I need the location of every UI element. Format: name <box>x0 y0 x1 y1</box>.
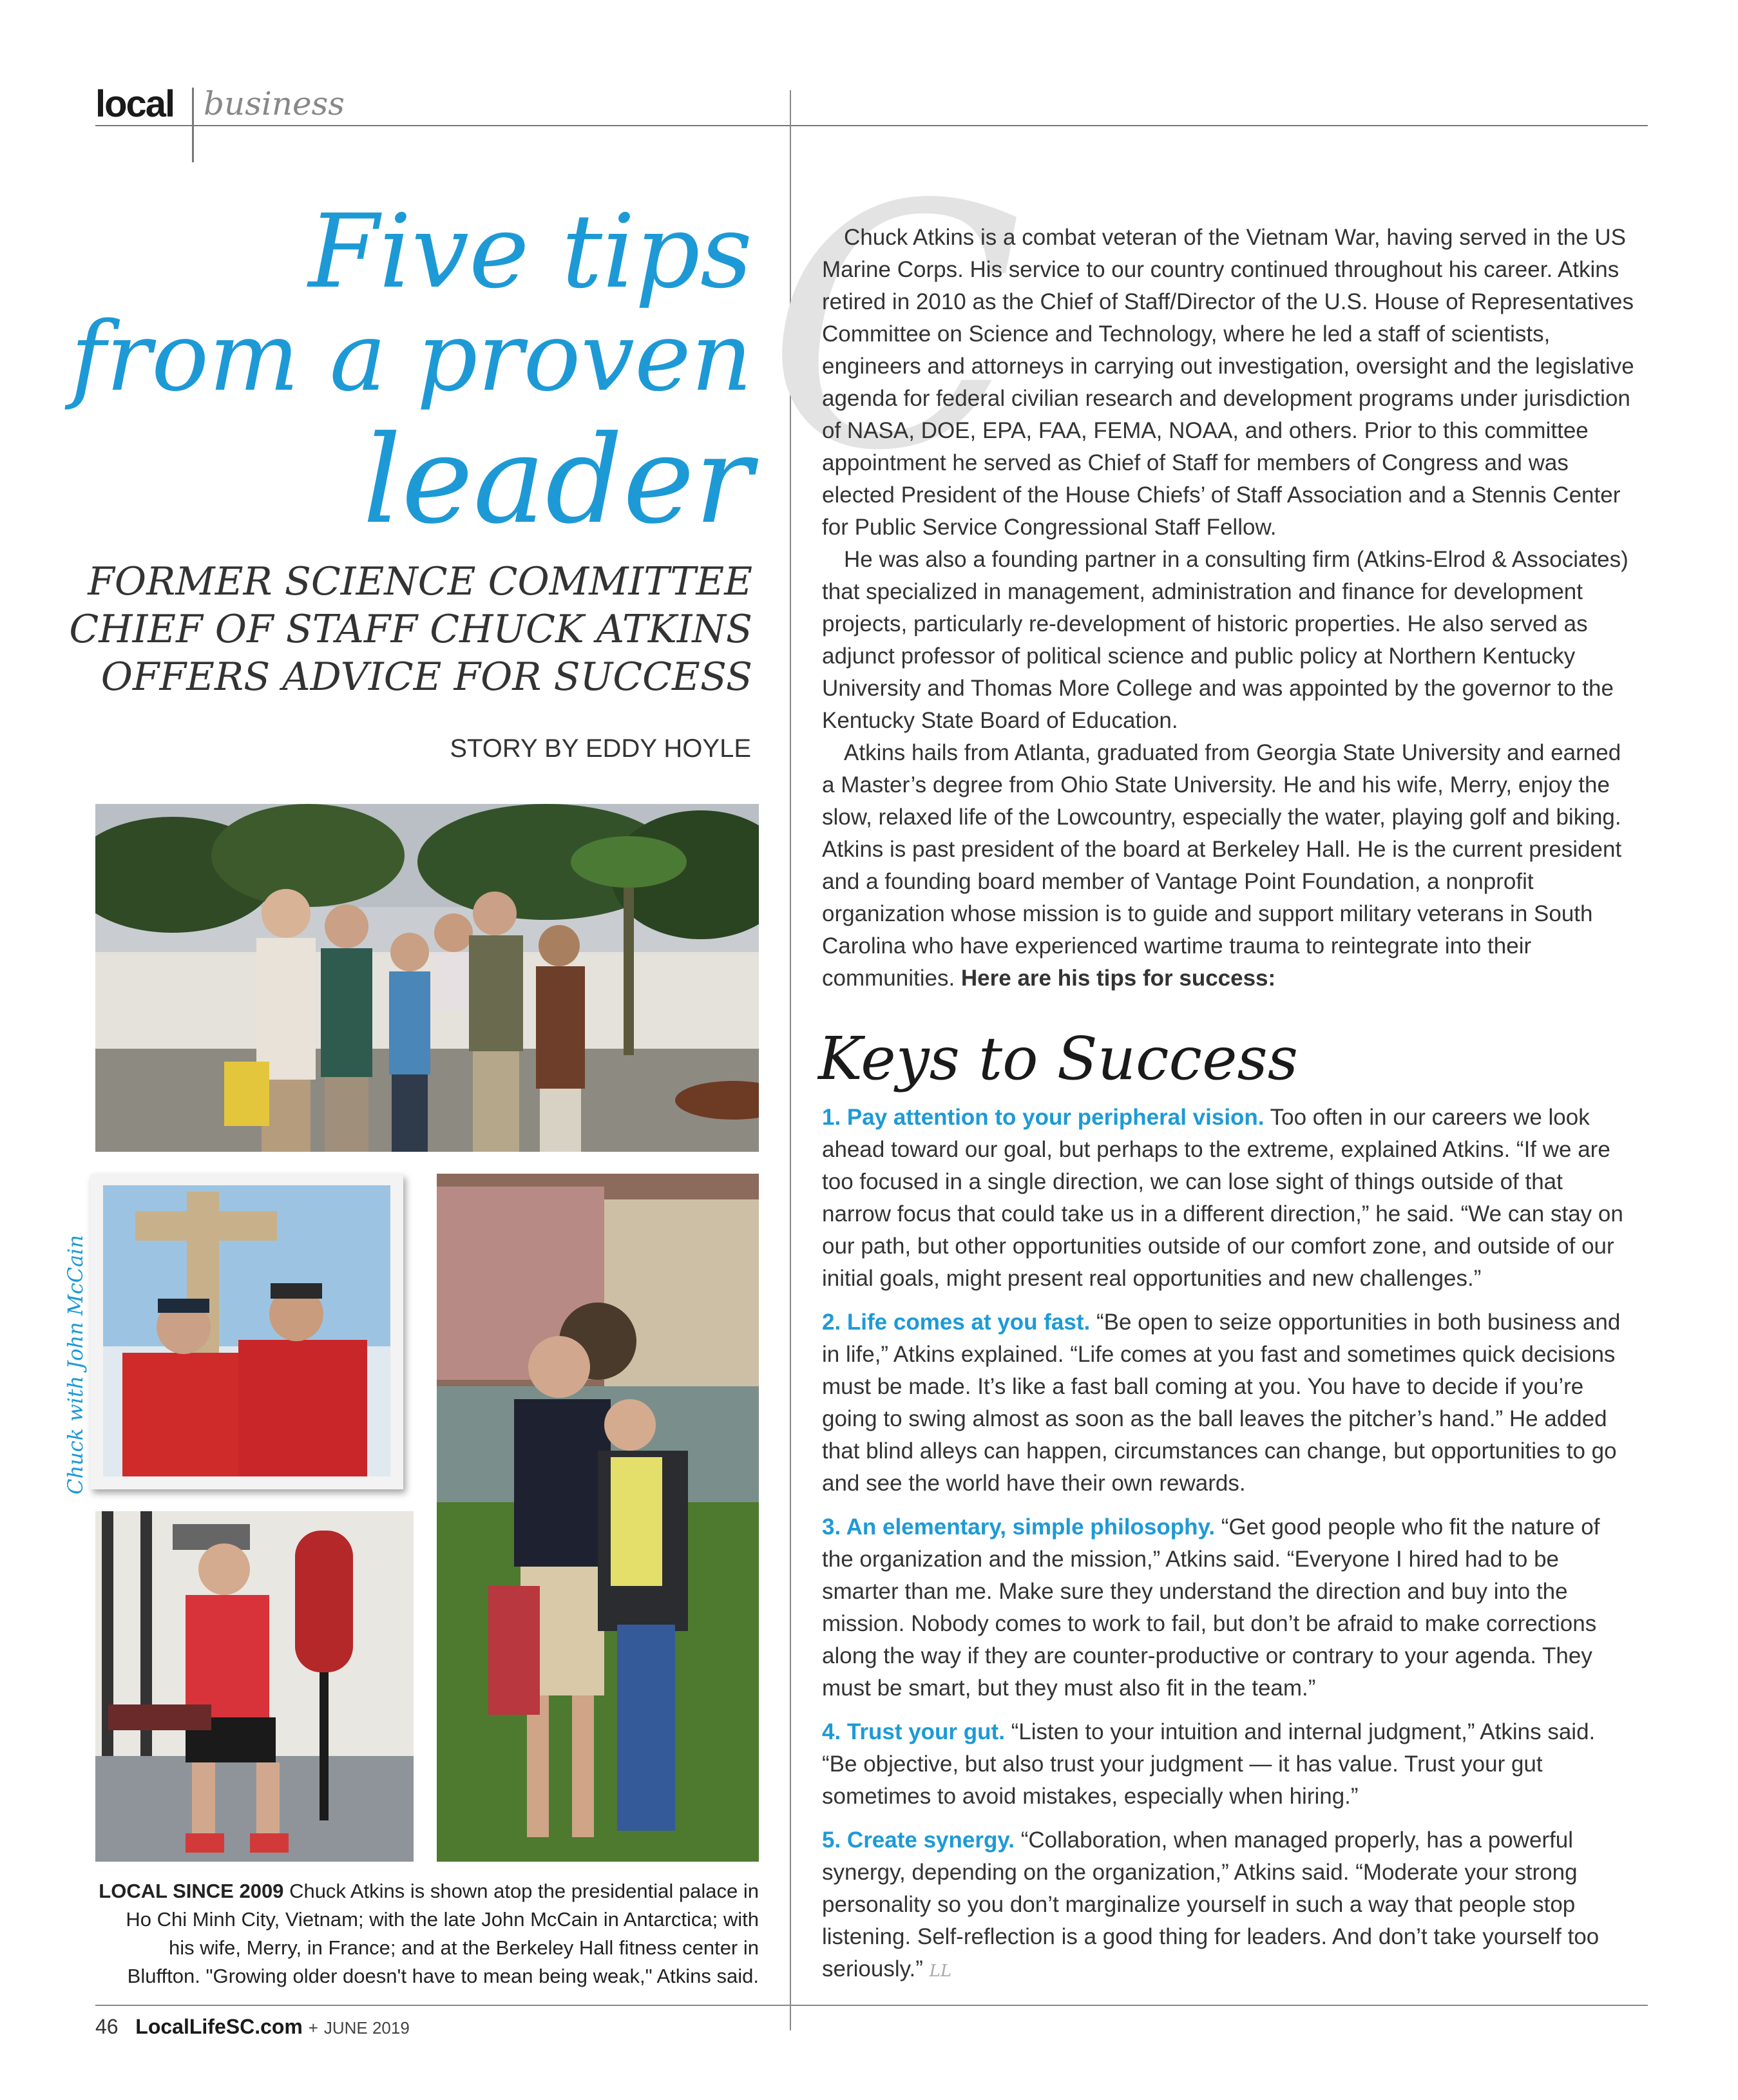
issue-date: JUNE 2019 <box>323 2018 410 2038</box>
photo-fitness-center <box>95 1511 414 1862</box>
signoff-mark: LL <box>929 1962 952 1981</box>
tips-list <box>822 1102 1636 1999</box>
footer-rule <box>95 2005 1648 2006</box>
body-paragraph <box>822 737 1636 995</box>
tip-heading: 5. Create synergy. <box>822 1828 1015 1853</box>
headline-line-2: from a proven <box>70 301 752 412</box>
photo-annotation: Chuck with John McCain <box>63 1234 88 1494</box>
body-paragraph-bold: Here are his tips for success: <box>960 966 1276 991</box>
tip-text: Too often in our careers we look ahead toward our goal, but perhaps to the extreme, explained Atkins. “If we are too focused in a single direction, we can lose sight of things outside of that narrow focus that could take us in a different direction,” he said. “We can stay on our path, but other opportunities outside of our comfort zone, and outside of our initial goals, might present real opportunities and new challenges.” <box>822 1105 1623 1291</box>
site-name: LocalLifeSC.com <box>135 2015 303 2038</box>
tip-heading: 1. Pay attention to your peripheral vision. <box>822 1105 1265 1130</box>
body-paragraph-text: Atkins hails from Atlanta, graduated from Georgia State University and earned a Master’s degree from Ohio State University. He and his wife, Merry, enjoy the slow, relaxed life of the Lowcountry, especially the water, playing golf and biking. Atkins is past president of the board at Berkeley Hall. He is the current president and a founding board member of Vantage Point Foundation, a nonprofit organization whose mission is to guide and support military veterans in South Carolina who have experienced wartime trauma to reintegrate into their communities. <box>822 740 1622 991</box>
page-footer <box>95 2015 410 2039</box>
tip-text: “Listen to your intuition and internal judgment,” Atkins said. “Be objective, but also trust your judgment — it has value. Trust your gut sometimes to avoid mistakes, especially when hiring.” <box>822 1719 1596 1809</box>
page-number: 46 <box>95 2015 119 2038</box>
photo-vietnam-group <box>95 804 759 1152</box>
tip-text: “Get good people who fit the nature of the organization and the mission,” Atkins said. “Everyone I hired had to be smarter than me. Make sure they understand the direction and buy into the mission. Nobody comes to work to fail, but don’t be afraid to make corrections along the way if they are counter-productive or contrary to your agenda. They must be smart, but they must also fit in the team.” <box>822 1514 1600 1701</box>
body-paragraph: Chuck Atkins is a combat veteran of the Vietnam War, having served in the US Marine Corps. His service to our country continued throughout his career. Atkins retired in 2010 as the Chief of Staff/Director of the U.S. House of Representatives Committee on Science and Technology, where he led a staff of scientists, engineers and attorneys in carrying out investigation, oversight and the legislative agenda for federal civilian research and development programs under jurisdiction of NASA, DOE, EPA, FAA, FEMA, NOAA, and others. Prior to this committee appointment he served as Chief of Staff for members of Congress and was elected President of the House Chiefs’ of Staff Association and a Stennis Center for Public Service Congressional Staff Fellow. <box>822 225 1634 540</box>
tip-heading: 3. An elementary, simple philosophy. <box>822 1514 1216 1540</box>
tip-heading: 4. Trust your gut. <box>822 1719 1005 1744</box>
deck-line-3: OFFERS ADVICE FOR SUCCESS <box>100 654 752 700</box>
caption-text: Chuck Atkins is shown atop the presidential palace in Ho Chi Minh City, Vietnam; with the late John McCain in Antarctica; with his wife, Merry, in France; and at the Berkeley Hall fitness center in Bluffton. "Growing older doesn't have to mean being weak," Atkins said. <box>126 1880 759 1987</box>
headline-line-3: leader <box>363 410 752 551</box>
deck-line-2: CHIEF OF STAFF CHUCK ATKINS <box>69 607 752 652</box>
tip-text: “Be open to seize opportunities in both business and in life,” Atkins explained. “Life comes at you fast and sometimes quick decisions must be made. It’s like a fast ball coming at you. You have to decide if you’re going to swing almost as soon as the ball leaves the pitcher’s hand.” He added that blind alleys can happen, circumstances can change, but opportunities to go and see the world have their own rewards. <box>822 1310 1621 1496</box>
byline: STORY BY EDDY HOYLE <box>450 734 751 763</box>
article-body <box>822 222 1636 995</box>
section-heading: Keys to Success <box>818 1024 1298 1093</box>
subsection-label: business <box>204 85 345 122</box>
photo-france-couple <box>437 1174 759 1862</box>
tip-heading: 2. Life comes at you fast. <box>822 1310 1091 1335</box>
photo-caption <box>95 1877 759 1990</box>
photo-antarctica-mccain <box>90 1174 403 1489</box>
tip-item <box>822 1306 1636 1500</box>
tip-item <box>822 1716 1636 1813</box>
drop-cap: C <box>767 133 1023 524</box>
body-paragraph: He was also a founding partner in a consulting firm (Atkins-Elrod & Associates) that specialized in management, administration and finance for development projects, particularly re-development of historic properties. He also served as adjunct professor of political science and public policy at Northern Kentucky University and Thomas More College and was appointed by the governor to the Kentucky State Board of Education. <box>822 547 1628 733</box>
tip-item <box>822 1102 1636 1295</box>
deck-line-1: FORMER SCIENCE COMMITTEE <box>88 559 752 604</box>
headline-line-1: Five tips <box>308 193 752 311</box>
footer-separator: + <box>308 2018 318 2038</box>
tip-item <box>822 1824 1636 1987</box>
tip-item <box>822 1511 1636 1704</box>
tip-text: “Collaboration, when managed properly, has a powerful synergy, depending on the organization,” Atkins said. “Moderate your strong personality so you don’t marginalize yourself in such a way that people stop listening. Self-reflection is a good thing for leaders. And don’t take yourself too seriously.” <box>822 1828 1600 1981</box>
deck <box>69 558 752 701</box>
header-rule <box>95 125 1648 126</box>
section-label: local <box>95 83 175 125</box>
caption-lead: LOCAL SINCE 2009 <box>99 1880 284 1902</box>
